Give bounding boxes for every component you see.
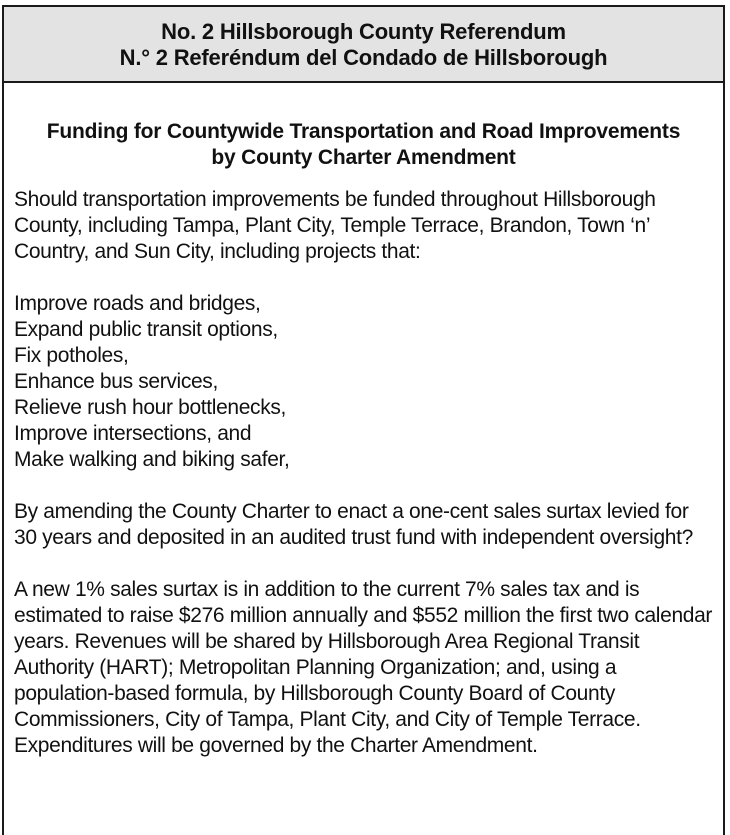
project-item: Relieve rush hour bottlenecks, — [14, 396, 286, 419]
project-item: Fix potholes, — [14, 344, 129, 367]
financial-summary: A new 1% sales surtax is in addition to the current 7% sales tax and is estimated to raise $276 million annually and $552 million the first two calendar years. Revenues will be shared by Hillsborough Area Regional Transit Authority (HART); Metropolitan Planning Organization; and, using a population-based formula, by Hillsborough County Board of County Commissioners, City of Tampa, Plant City, and City of Temple Terrace. Expenditures will be governed by the Charter Amendment. — [14, 578, 713, 757]
ballot-question: Should transportation improvements be funded throughout Hillsborough County, including Tampa, Plant City, Temple Terrace, Brandon, Town ‘n’ Country, and Sun City, including projects that: — [14, 188, 656, 263]
referendum-header — [4, 7, 723, 83]
header-title-spanish: N.° 2 Referéndum del Condado de Hillsborough — [119, 45, 608, 70]
project-item: Expand public transit options, — [14, 318, 278, 341]
project-item: Make walking and biking safer, — [14, 448, 290, 471]
header-title-english: No. 2 Hillsborough County Referendum — [161, 19, 566, 44]
measure-title — [14, 119, 713, 171]
project-list — [14, 291, 713, 473]
ballot-box — [2, 5, 725, 835]
project-item: Improve roads and bridges, — [14, 292, 261, 315]
referendum-body — [4, 119, 723, 759]
measure-title-line-2: by County Charter Amendment — [211, 146, 516, 169]
charter-question: By amending the County Charter to enact a one-cent sales surtax levied for 30 years and deposited in an audited trust fund with independent oversight? — [14, 500, 693, 549]
project-item: Improve intersections, and — [14, 422, 252, 445]
measure-title-line-1: Funding for Countywide Transportation and Road Improvements — [46, 120, 681, 143]
project-item: Enhance bus services, — [14, 370, 218, 393]
